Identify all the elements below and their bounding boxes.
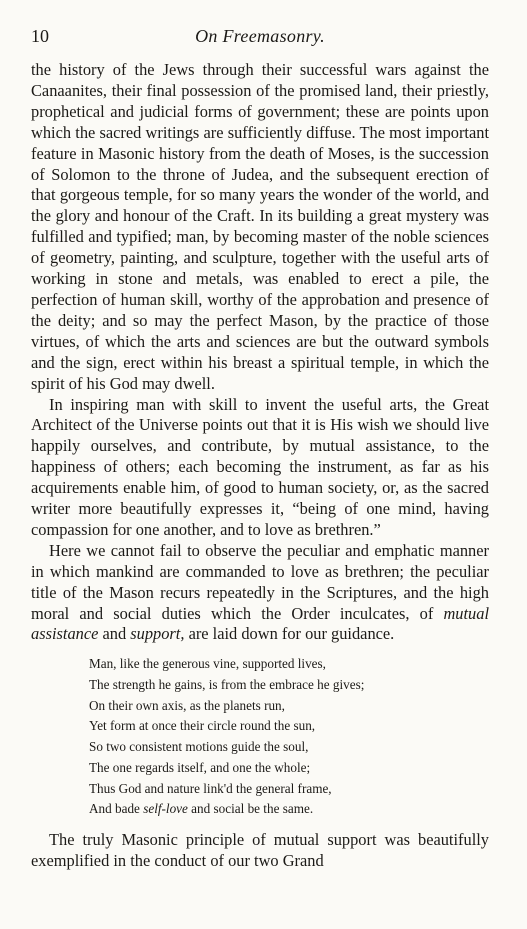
- text-segment: Thus God and nature link'd the general frame,: [89, 780, 332, 796]
- text-segment: Here we cannot fail to observe the peculiar and emphatic manner in which mankind are commanded to love as brethren; the peculiar title of the Mason recurs repeatedly in the Scriptures, and the high moral and social duties which the Order inculcates, of: [31, 540, 489, 623]
- italic-text: self-love: [143, 801, 188, 817]
- verse-line: [89, 716, 489, 737]
- verse-line: [89, 779, 489, 800]
- running-title: On Freemasonry.: [195, 26, 325, 46]
- italic-text: support,: [130, 624, 185, 644]
- text-segment: Yet form at once their circle round the sun,: [89, 718, 316, 734]
- text-segment: And bade: [89, 801, 144, 817]
- verse-line: [89, 799, 489, 820]
- text-segment: In inspiring man with skill to invent the useful arts, the Great Architect of the Universe points out that it is His wish we should live happily ourselves, and contribute, by mutual assistance, to the happiness of others; each becoming the instrument, as far as his acquirements enable him, of good to human society, or, as the sacred writer more beautifully expresses it, “being of one mind, having compassion for one another, and to love as brethren.”: [31, 394, 489, 539]
- text-segment: On their own axis, as the planets run,: [89, 697, 285, 713]
- text-segment: The truly Masonic principle of mutual support was beautifully exemplified in the conduct of our two Grand: [31, 830, 489, 870]
- verse-line: [89, 737, 489, 758]
- paragraph: [31, 830, 489, 872]
- text-segment: and social be the same.: [187, 801, 314, 817]
- paragraph: [31, 395, 489, 541]
- page-header: [31, 26, 489, 54]
- verse-block: [89, 654, 489, 820]
- paragraph: [31, 60, 489, 395]
- text-segment: So two consistent motions guide the soul,: [89, 739, 309, 755]
- verse-line: [89, 675, 489, 696]
- page-number: 10: [31, 26, 49, 46]
- verse-line: [89, 696, 489, 717]
- text-segment: The one regards itself, and one the whole;: [89, 759, 311, 775]
- text-segment: Man, like the generous vine, supported lives,: [89, 656, 326, 672]
- italic-text: mutual assistance: [31, 603, 489, 644]
- body-text: [31, 60, 489, 872]
- text-segment: and: [98, 624, 131, 644]
- verse-line: [89, 758, 489, 779]
- text-segment: are laid down for our guidance.: [184, 624, 395, 644]
- paragraph: [31, 541, 489, 646]
- verse-line: [89, 654, 489, 675]
- text-segment: the history of the Jews through their successful wars against the Canaanites, their final possession of the promised land, their priestly, prophetical and judicial forms of government; these are points upon which the sacred writings are sufficiently diffuse. The most important feature in Masonic history from the death of Moses, is the succession of Solomon to the throne of Judea, and the subsequent erection of that gorgeous temple, for so many years the wonder of the world, and the glory and honour of the Craft. In its building a great mystery was fulfilled and typified; man, by becoming master of the noble sciences of geometry, painting, and sculpture, together with the useful arts of working in stone and metals, was enabled to erect a pile, the perfection of human skill, worthy of the approbation and presence of the deity; and so may the perfect Mason, by the practice of those virtues, of which the arts and sciences are but the outward symbols and the sign, erect within his breast a spiritual temple, in which the spirit of his God may dwell.: [31, 60, 489, 393]
- text-segment: The strength he gains, is from the embrace he gives;: [89, 677, 365, 693]
